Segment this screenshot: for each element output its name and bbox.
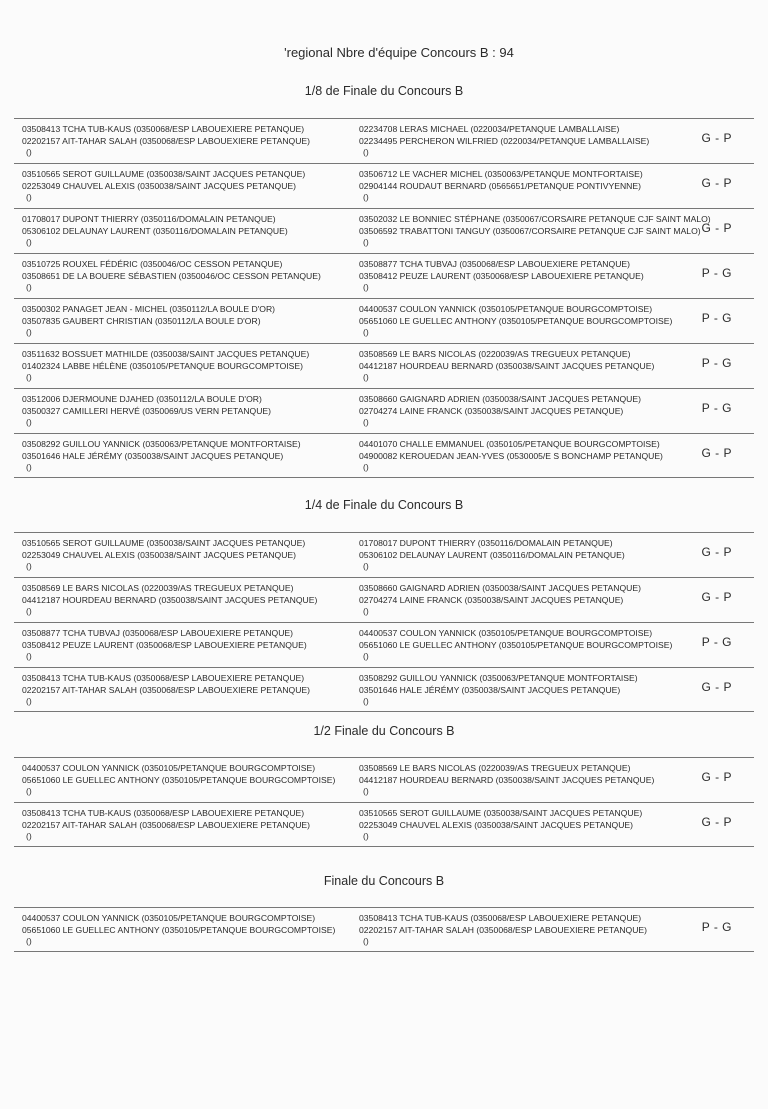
- team-note: (): [363, 696, 369, 706]
- left-team: [22, 913, 335, 948]
- team-note: (): [363, 606, 369, 616]
- team-note: (): [26, 786, 32, 796]
- player-line: 03508569 LE BARS NICOLAS (0220039/AS TREGUEUX PETANQUE): [359, 763, 631, 773]
- player-line: 03506592 TRABATTONI TANGUY (0350067/CORSAIRE PETANQUE CJF SAINT MALO): [359, 225, 701, 236]
- section-quarter-finals: [14, 496, 754, 712]
- match-row: [14, 118, 754, 163]
- section-final: [14, 872, 754, 952]
- right-team: [359, 349, 654, 384]
- section-title: 1/8 de Finale du Concours B: [304, 84, 464, 98]
- team-note: (): [26, 327, 32, 337]
- match-result: P - G: [701, 920, 732, 934]
- team-note: (): [26, 561, 32, 571]
- player-line: 04412187 HOURDEAU BERNARD (0350038/SAINT JACQUES PETANQUE): [359, 360, 655, 371]
- player-line: 03506712 LE VACHER MICHEL (0350063/PETANQUE MONTFORTAISE): [359, 169, 643, 179]
- player-line: 02202157 AIT-TAHAR SALAH (0350068/ESP LABOUEXIERE PETANQUE): [22, 684, 311, 695]
- player-line: 04400537 COULON YANNICK (0350105/PETANQUE BOURGCOMPTOISE): [22, 913, 316, 923]
- right-team: [359, 808, 642, 843]
- player-line: 05651060 LE GUELLEC ANTHONY (0350105/PETANQUE BOURGCOMPTOISE): [22, 924, 336, 935]
- player-line: 03508413 TCHA TUB-KAUS (0350068/ESP LABOUEXIERE PETANQUE): [22, 124, 305, 134]
- right-team: [359, 169, 643, 204]
- match-result: G - P: [701, 545, 732, 559]
- player-line: 02253049 CHAUVEL ALEXIS (0350038/SAINT JACQUES PETANQUE): [22, 549, 297, 560]
- match-result: P - G: [701, 401, 732, 415]
- team-note: (): [363, 192, 369, 202]
- player-line: 05651060 LE GUELLEC ANTHONY (0350105/PETANQUE BOURGCOMPTOISE): [359, 315, 673, 326]
- right-team: [359, 124, 649, 159]
- match-result: G - P: [701, 131, 732, 145]
- team-note: (): [363, 936, 369, 946]
- player-line: 02704274 LAINE FRANCK (0350038/SAINT JACQUES PETANQUE): [359, 594, 624, 605]
- player-line: 03508412 PEUZE LAURENT (0350068/ESP LABOUEXIERE PETANQUE): [22, 639, 307, 650]
- player-line: 03508569 LE BARS NICOLAS (0220039/AS TREGUEUX PETANQUE): [359, 349, 631, 359]
- player-line: 03510565 SEROT GUILLAUME (0350038/SAINT JACQUES PETANQUE): [22, 169, 306, 179]
- player-line: 02234495 PERCHERON WILFRIED (0220034/PETANQUE LAMBALLAISE): [359, 135, 650, 146]
- match-result: G - P: [701, 770, 732, 784]
- player-line: 05306102 DELAUNAY LAURENT (0350116/DOMALAIN PETANQUE): [22, 225, 288, 236]
- player-line: 04400537 COULON YANNICK (0350105/PETANQUE BOURGCOMPTOISE): [359, 628, 653, 638]
- team-note: (): [26, 831, 32, 841]
- left-team: [22, 808, 310, 843]
- player-line: 02704274 LAINE FRANCK (0350038/SAINT JACQUES PETANQUE): [359, 405, 624, 416]
- team-note: (): [26, 372, 32, 382]
- left-team: [22, 349, 309, 384]
- match-row: [14, 667, 754, 712]
- section-title: 1/4 de Finale du Concours B: [304, 498, 464, 512]
- left-team: [22, 673, 310, 708]
- player-line: 01708017 DUPONT THIERRY (0350116/DOMALAIN PETANQUE): [359, 538, 613, 548]
- player-line: 03502032 LE BONNIEC STÉPHANE (0350067/CORSAIRE PETANQUE CJF SAINT MALO): [359, 214, 711, 224]
- match-row: [14, 388, 754, 433]
- player-line: 05651060 LE GUELLEC ANTHONY (0350105/PETANQUE BOURGCOMPTOISE): [359, 639, 673, 650]
- match-row: [14, 253, 754, 298]
- right-team: [359, 394, 641, 429]
- player-line: 02234708 LERAS MICHAEL (0220034/PETANQUE LAMBALLAISE): [359, 124, 620, 134]
- match-result: P - G: [701, 311, 732, 325]
- team-note: (): [363, 561, 369, 571]
- player-line: 03508569 LE BARS NICOLAS (0220039/AS TREGUEUX PETANQUE): [22, 583, 294, 593]
- right-team: [359, 763, 654, 798]
- match-row: [14, 907, 754, 952]
- player-line: 04401070 CHALLE EMMANUEL (0350105/PETANQUE BOURGCOMPTOISE): [359, 439, 660, 449]
- team-note: (): [363, 462, 369, 472]
- team-note: (): [363, 786, 369, 796]
- left-team: [22, 583, 317, 618]
- left-team: [22, 259, 321, 294]
- document-title: 'regional Nbre d'équipe Concours B : 94: [284, 45, 514, 60]
- match-row: [14, 298, 754, 343]
- right-team: [359, 913, 647, 948]
- right-team: [359, 538, 625, 573]
- right-team: [359, 259, 644, 294]
- player-line: 02202157 AIT-TAHAR SALAH (0350068/ESP LABOUEXIERE PETANQUE): [359, 924, 648, 935]
- match-row: [14, 163, 754, 208]
- team-note: (): [363, 282, 369, 292]
- player-line: 03508651 DE LA BOUERE SÉBASTIEN (0350046/OC CESSON PETANQUE): [22, 270, 321, 281]
- player-line: 03508877 TCHA TUBVAJ (0350068/ESP LABOUEXIERE PETANQUE): [22, 628, 293, 638]
- player-line: 03500302 PANAGET JEAN - MICHEL (0350112/LA BOULE D'OR): [22, 304, 276, 314]
- player-line: 03510565 SEROT GUILLAUME (0350038/SAINT JACQUES PETANQUE): [359, 808, 643, 818]
- player-line: 03510565 SEROT GUILLAUME (0350038/SAINT JACQUES PETANQUE): [22, 538, 306, 548]
- match-result: P - G: [701, 635, 732, 649]
- match-result: G - P: [701, 590, 732, 604]
- player-line: 03508292 GUILLOU YANNICK (0350063/PETANQUE MONTFORTAISE): [22, 439, 301, 449]
- section-title: Finale du Concours B: [323, 874, 445, 888]
- player-line: 02202157 AIT-TAHAR SALAH (0350068/ESP LABOUEXIERE PETANQUE): [22, 135, 311, 146]
- right-team: [359, 439, 663, 474]
- player-line: 04400537 COULON YANNICK (0350105/PETANQUE BOURGCOMPTOISE): [359, 304, 653, 314]
- team-note: (): [26, 192, 32, 202]
- left-team: [22, 763, 335, 798]
- match-row: [14, 757, 754, 802]
- player-line: 03508877 TCHA TUBVAJ (0350068/ESP LABOUEXIERE PETANQUE): [359, 259, 630, 269]
- left-team: [22, 304, 275, 339]
- player-line: 05306102 DELAUNAY LAURENT (0350116/DOMALAIN PETANQUE): [359, 549, 625, 560]
- match-result: P - G: [701, 266, 732, 280]
- team-note: (): [26, 462, 32, 472]
- player-line: 02904144 ROUDAUT BERNARD (0565651/PETANQUE PONTIVYENNE): [359, 180, 641, 191]
- right-team: [359, 628, 672, 663]
- section-semi-finals: [14, 722, 754, 847]
- right-team: [359, 583, 641, 618]
- section-title: 1/2 Finale du Concours B: [313, 724, 455, 738]
- player-line: 01708017 DUPONT THIERRY (0350116/DOMALAIN PETANQUE): [22, 214, 276, 224]
- team-note: (): [26, 147, 32, 157]
- team-note: (): [26, 606, 32, 616]
- left-team: [22, 394, 271, 429]
- team-note: (): [26, 696, 32, 706]
- left-team: [22, 628, 307, 663]
- team-note: (): [363, 237, 369, 247]
- left-team: [22, 538, 305, 573]
- match-result: P - G: [701, 356, 732, 370]
- player-line: 04900082 KEROUEDAN JEAN-YVES (0530005/E S BONCHAMP PETANQUE): [359, 450, 663, 461]
- match-row: [14, 622, 754, 667]
- player-line: 05651060 LE GUELLEC ANTHONY (0350105/PETANQUE BOURGCOMPTOISE): [22, 774, 336, 785]
- right-team: [359, 673, 638, 708]
- team-note: (): [363, 651, 369, 661]
- match-row: [14, 208, 754, 253]
- player-line: 03500327 CAMILLERI HERVÉ (0350069/US VERN PETANQUE): [22, 405, 272, 416]
- player-line: 04400537 COULON YANNICK (0350105/PETANQUE BOURGCOMPTOISE): [22, 763, 316, 773]
- match-row: [14, 433, 754, 478]
- team-note: (): [363, 831, 369, 841]
- team-note: (): [363, 417, 369, 427]
- player-line: 03512006 DJERMOUNE DJAHED (0350112/LA BOULE D'OR): [22, 394, 262, 404]
- player-line: 01402324 LABBE HÉLÈNE (0350105/PETANQUE BOURGCOMPTOISE): [22, 360, 304, 371]
- match-row: [14, 532, 754, 577]
- player-line: 03501646 HALE JÉRÉMY (0350038/SAINT JACQUES PETANQUE): [359, 684, 621, 695]
- match-result: G - P: [701, 176, 732, 190]
- right-team: [359, 214, 711, 249]
- left-team: [22, 169, 305, 204]
- team-note: (): [26, 651, 32, 661]
- player-line: 03508292 GUILLOU YANNICK (0350063/PETANQUE MONTFORTAISE): [359, 673, 638, 683]
- player-line: 03508413 TCHA TUB-KAUS (0350068/ESP LABOUEXIERE PETANQUE): [359, 913, 642, 923]
- player-line: 03507835 GAUBERT CHRISTIAN (0350112/LA BOULE D'OR): [22, 315, 261, 326]
- match-row: [14, 577, 754, 622]
- match-result: G - P: [701, 680, 732, 694]
- section-eighth-finals: [14, 82, 754, 478]
- player-line: 02202157 AIT-TAHAR SALAH (0350068/ESP LABOUEXIERE PETANQUE): [22, 819, 311, 830]
- player-line: 03501646 HALE JÉRÉMY (0350038/SAINT JACQUES PETANQUE): [22, 450, 284, 461]
- team-note: (): [363, 147, 369, 157]
- player-line: 03508413 TCHA TUB-KAUS (0350068/ESP LABOUEXIERE PETANQUE): [22, 673, 305, 683]
- team-note: (): [26, 417, 32, 427]
- player-line: 04412187 HOURDEAU BERNARD (0350038/SAINT JACQUES PETANQUE): [22, 594, 318, 605]
- player-line: 02253049 CHAUVEL ALEXIS (0350038/SAINT JACQUES PETANQUE): [359, 819, 634, 830]
- player-line: 03510725 ROUXEL FÉDÉRIC (0350046/OC CESSON PETANQUE): [22, 259, 283, 269]
- team-note: (): [363, 327, 369, 337]
- right-team: [359, 304, 672, 339]
- player-line: 03508413 TCHA TUB-KAUS (0350068/ESP LABOUEXIERE PETANQUE): [22, 808, 305, 818]
- player-line: 02253049 CHAUVEL ALEXIS (0350038/SAINT JACQUES PETANQUE): [22, 180, 297, 191]
- match-row: [14, 343, 754, 388]
- left-team: [22, 124, 310, 159]
- match-row: [14, 802, 754, 847]
- team-note: (): [26, 282, 32, 292]
- team-note: (): [26, 936, 32, 946]
- player-line: 03508412 PEUZE LAURENT (0350068/ESP LABOUEXIERE PETANQUE): [359, 270, 644, 281]
- player-line: 03508660 GAIGNARD ADRIEN (0350038/SAINT JACQUES PETANQUE): [359, 583, 641, 593]
- match-result: G - P: [701, 446, 732, 460]
- left-team: [22, 214, 288, 249]
- team-note: (): [363, 372, 369, 382]
- match-result: G - P: [701, 815, 732, 829]
- player-line: 03511632 BOSSUET MATHILDE (0350038/SAINT JACQUES PETANQUE): [22, 349, 310, 359]
- player-line: 04412187 HOURDEAU BERNARD (0350038/SAINT JACQUES PETANQUE): [359, 774, 655, 785]
- player-line: 03508660 GAIGNARD ADRIEN (0350038/SAINT JACQUES PETANQUE): [359, 394, 641, 404]
- team-note: (): [26, 237, 32, 247]
- left-team: [22, 439, 301, 474]
- match-result: G - P: [701, 221, 732, 235]
